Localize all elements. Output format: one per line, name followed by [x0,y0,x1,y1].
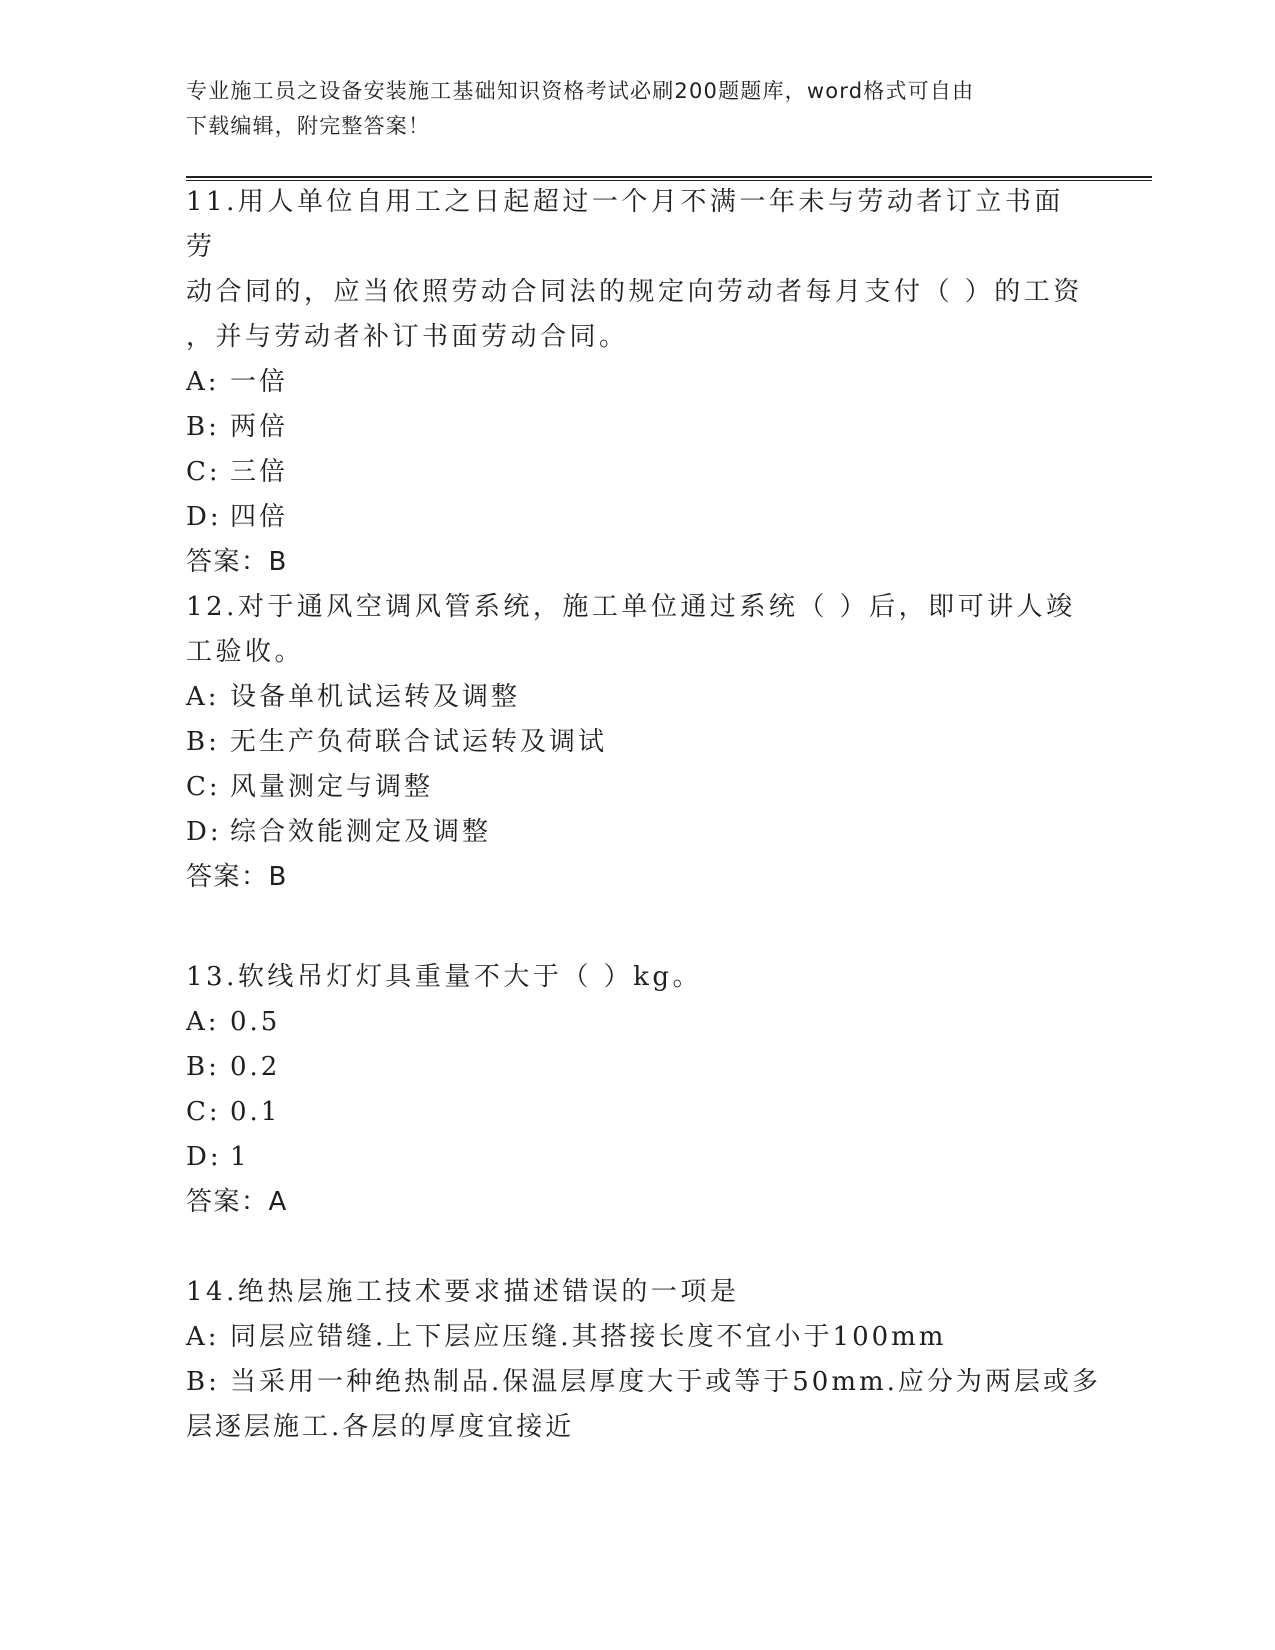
option-text: 两倍 [230,412,289,442]
question-stem-line: 11.用人单位自用工之日起超过一个月不满一年未与劳动者订立书面劳 [186,187,1064,262]
option-c [186,765,1086,810]
option-c [186,450,1086,495]
question-stem-line: 12.对于通风空调风管系统，施工单位通过系统（ ）后，即可讲人竣 [186,592,1076,622]
option-text: 综合效能测定及调整 [230,817,492,847]
question-11 [186,180,1086,585]
question-stem-line: 工验收。 [186,637,305,667]
option-text: 0.2 [230,1052,281,1082]
option-key: D: [186,502,222,532]
question-stem-line: 动合同的，应当依照劳动合同法的规定向劳动者每月支付（ ）的工资 [186,277,1083,307]
option-b [186,720,1086,765]
question-stem-line: 13.软线吊灯灯具重量不大于（ ）kg。 [186,962,703,992]
question-stem-line: ，并与劳动者补订书面劳动合同。 [186,322,629,352]
option-key: B: [186,1052,220,1082]
option-key: B: [186,727,220,757]
option-d [186,1135,1086,1180]
option-key: C: [186,772,221,802]
option-text: 三倍 [230,457,289,487]
option-key: D: [186,817,222,847]
option-a [186,1000,1086,1045]
option-text: 0.1 [230,1097,281,1127]
option-text: 一倍 [230,367,289,397]
question-stem-line: 14.绝热层施工技术要求描述错误的一项是 [186,1277,740,1307]
option-key: C: [186,457,221,487]
option-d [186,810,1086,855]
option-key: D: [186,1142,222,1172]
option-text: 同层应错缝.上下层应压缝.其搭接长度不宜小于100mm [230,1322,947,1352]
answer-line: 答案：A [186,1187,288,1217]
option-b [186,1045,1086,1090]
option-key: A: [186,682,220,712]
answer-line: 答案：B [186,547,288,577]
question-14 [186,1270,1101,1450]
header-line-1: 专业施工员之设备安装施工基础知识资格考试必刷200题题库，word格式可自由 [186,79,975,103]
question-12 [186,585,1086,900]
option-key: B: [186,412,220,442]
option-b [186,405,1086,450]
option-c [186,1090,1086,1135]
option-text: 设备单机试运转及调整 [230,682,521,712]
option-text: 0.5 [230,1007,281,1037]
option-text: 风量测定与调整 [230,772,434,802]
option-a [186,1315,1086,1360]
option-text: 1 [230,1142,250,1172]
option-key: C: [186,1097,221,1127]
option-text: 四倍 [230,502,289,532]
question-13 [186,955,1086,1225]
option-key: A: [186,367,220,397]
answer-line: 答案：B [186,862,288,892]
header-line-2: 下载编辑，附完整答案！ [186,114,431,138]
option-b-continued [186,1405,1086,1450]
option-text: 当采用一种绝热制品.保温层厚度大于或等于50mm.应分为两层或多 [230,1367,1101,1397]
option-text: 无生产负荷联合试运转及调试 [230,727,608,757]
option-key: A: [186,1322,220,1352]
document-header [186,74,1066,144]
option-b [186,1360,1101,1405]
option-d [186,495,1086,540]
option-key: B: [186,1367,220,1397]
option-text: 层逐层施工.各层的厚度宜接近 [186,1412,575,1442]
option-a [186,360,1086,405]
option-key: A: [186,1007,220,1037]
option-a [186,675,1086,720]
